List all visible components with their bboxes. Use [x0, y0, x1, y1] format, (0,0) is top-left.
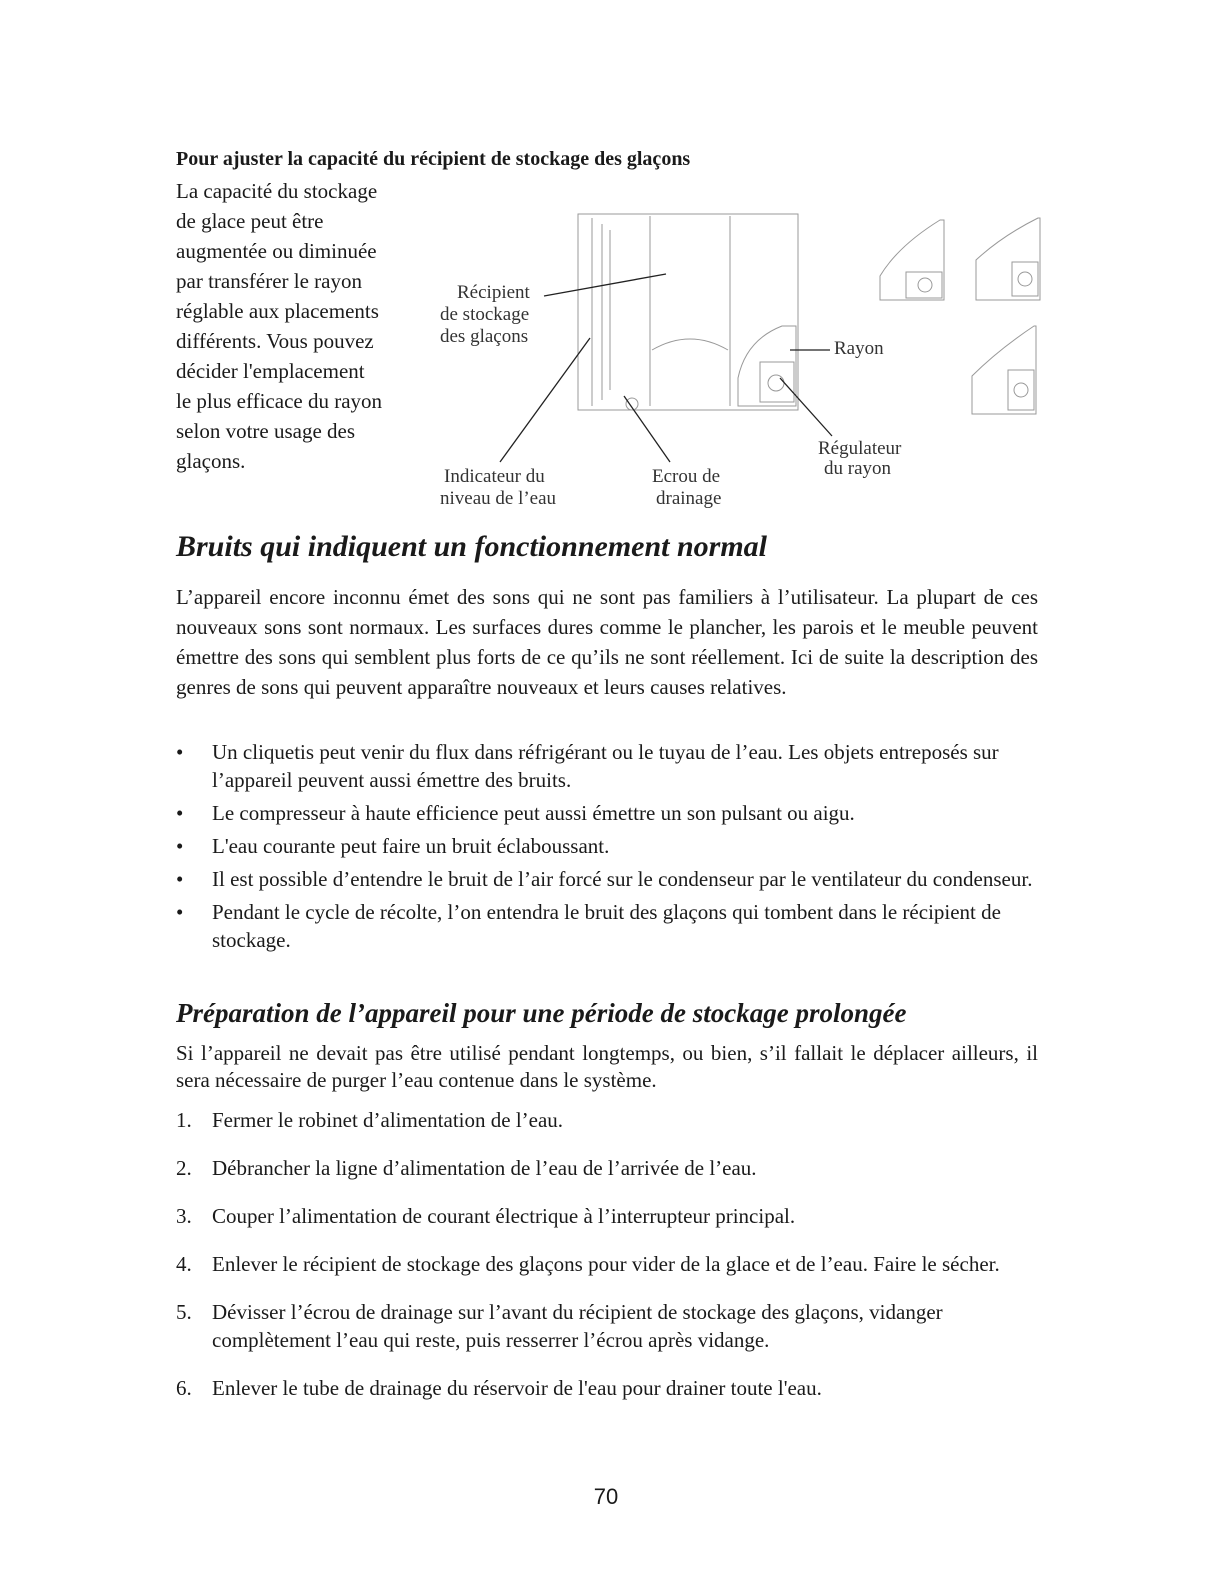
label-ecrou: Ecrou de [652, 466, 721, 487]
list-item [176, 832, 1046, 860]
bullet-icon: • [176, 900, 184, 924]
list-item-text: L'eau courante peut faire un bruit éclaboussant. [212, 834, 610, 858]
list-item [176, 898, 1046, 954]
noises-heading: Bruits qui indiquent un fonctionnement normal [176, 530, 768, 563]
list-item [176, 1202, 1046, 1230]
noises-paragraph: L’appareil encore inconnu émet des sons qui ne sont pas familiers à l’utilisateur. La plupart de ces nouveaux sons sont normaux. Les surfaces dures comme le plancher, les parois et le meuble peuvent émettre des sons qui semblent plus forts de ce qu’ils ne sont réellement. Ici de suite la description des genres de sons qui peuvent apparaître nouveaux et leurs causes relatives. [176, 585, 1038, 699]
bullet-icon: • [176, 867, 184, 891]
step-number: 2. [176, 1156, 192, 1180]
label-recipient: des glaçons [440, 326, 529, 347]
step-text: Enlever le récipient de stockage des glaçons pour vider de la glace et de l’eau. Faire le sécher. [212, 1252, 1000, 1276]
list-item-text: Un cliquetis peut venir du flux dans réfrigérant ou le tuyau de l’eau. Les objets entreposés sur l’appareil peuvent aussi émettre des bruits. [212, 740, 999, 792]
storage-steps [176, 1106, 1046, 1422]
capacity-title: Pour ajuster la capacité du récipient de stockage des glaçons [176, 148, 691, 170]
bullet-icon: • [176, 834, 184, 858]
step-number: 4. [176, 1252, 192, 1276]
leader-indicateur [500, 338, 590, 462]
ice-level-curve [652, 339, 728, 350]
step-text: Couper l’alimentation de courant électrique à l’interrupteur principal. [212, 1204, 796, 1228]
bullet-icon: • [176, 740, 184, 764]
label-ecrou: drainage [656, 488, 722, 509]
list-item [176, 799, 1046, 827]
step-text: Fermer le robinet d’alimentation de l’eau. [212, 1108, 564, 1132]
storage-heading: Préparation de l’appareil pour une période de stockage prolongée [176, 998, 907, 1028]
label-recipient: de stockage [440, 304, 530, 325]
label-indicateur: Indicateur du [444, 466, 545, 487]
intro-line: La capacité du stockage [176, 179, 378, 203]
label-regulateur: du rayon [824, 458, 892, 479]
step-text: Enlever le tube de drainage du réservoir de l'eau pour drainer toute l'eau. [212, 1376, 822, 1400]
step-text: Débrancher la ligne d’alimentation de l’eau de l’arrivée de l’eau. [212, 1156, 757, 1180]
step-text: Dévisser l’écrou de drainage sur l’avant du récipient de stockage des glaçons, vidanger complètement l’eau qui reste, puis resserrer l’écrou après vidange. [212, 1300, 943, 1352]
step-number: 5. [176, 1300, 192, 1324]
label-rayon: Rayon [834, 338, 884, 359]
leader-ecrou [624, 396, 670, 462]
shelf-position-2 [976, 218, 1040, 300]
leader-recipient [544, 274, 666, 296]
intro-line: différents. Vous pouvez [176, 329, 374, 353]
label-regulateur: Régulateur [818, 438, 902, 459]
list-item-text: Pendant le cycle de récolte, l’on entendra le bruit des glaçons qui tombent dans le récipient de stockage. [212, 900, 1001, 952]
step-number: 6. [176, 1376, 192, 1400]
list-item-text: Il est possible d’entendre le bruit de l’air forcé sur le condenseur par le ventilateur du condenseur. [212, 867, 1033, 891]
ice-bin-diagram [420, 200, 1060, 520]
storage-paragraph: Si l’appareil ne devait pas être utilisé pendant longtemps, ou bien, s’il fallait le déplacer ailleurs, il sera nécessaire de purger l’eau contenue dans le système. [176, 1041, 1038, 1092]
intro-line: réglable aux placements [176, 299, 379, 323]
ice-bin-outline [578, 214, 798, 410]
intro-line: par transférer le rayon [176, 269, 362, 293]
step-number: 3. [176, 1204, 192, 1228]
intro-line: glaçons. [176, 449, 246, 473]
intro-line: décider l'emplacement [176, 359, 365, 383]
capacity-intro [176, 176, 426, 476]
list-item [176, 865, 1046, 893]
list-item [176, 1298, 1046, 1354]
intro-line: de glace peut être [176, 209, 324, 233]
page-number: 70 [593, 1484, 619, 1509]
step-number: 1. [176, 1108, 192, 1132]
leader-regulateur [780, 378, 832, 436]
label-recipient: Récipient [457, 282, 530, 303]
bullet-icon: • [176, 801, 184, 825]
noises-list [176, 738, 1046, 959]
intro-line: selon votre usage des [176, 419, 356, 443]
shelf-outline [738, 326, 796, 406]
label-indicateur: niveau de l’eau [440, 488, 557, 509]
list-item [176, 1106, 1046, 1134]
intro-line: augmentée ou diminuée [176, 239, 377, 263]
list-item [176, 738, 1046, 794]
list-item [176, 1154, 1046, 1182]
list-item [176, 1374, 1046, 1402]
list-item-text: Le compresseur à haute efficience peut aussi émettre un son pulsant ou aigu. [212, 801, 855, 825]
shelf-position-1 [880, 220, 944, 300]
list-item [176, 1250, 1046, 1278]
intro-line: le plus efficace du rayon [176, 389, 383, 413]
